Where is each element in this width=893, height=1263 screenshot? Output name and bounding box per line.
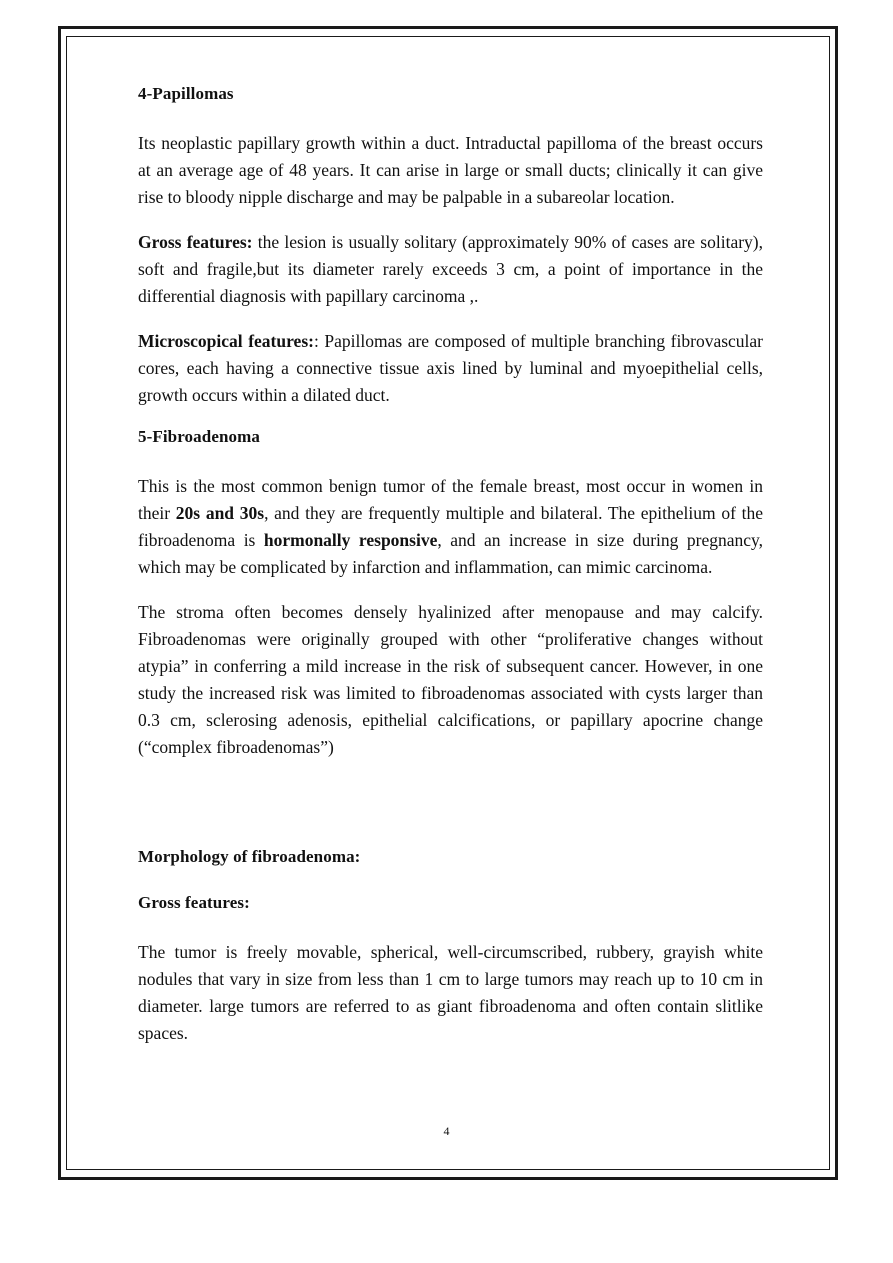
papillomas-heading: 4-Papillomas [138, 84, 234, 103]
papillomas-micro-paragraph [138, 328, 763, 409]
page-number: 4 [443, 1124, 450, 1138]
fibroadenoma-p1-bold-age: 20s and 30s [175, 503, 265, 523]
page-content [138, 84, 763, 1065]
morphology-heading: Morphology of fibroadenoma: [138, 847, 361, 866]
papillomas-gross-paragraph [138, 229, 763, 310]
fibroadenoma-paragraph-1 [138, 473, 763, 581]
fibroadenoma-p1-text-b: , and they are frequently multiple and bilateral. The epithelium of the fibroadenoma is [138, 503, 763, 550]
fibroadenoma-p1-bold-hormonal: hormonally responsive [263, 530, 438, 550]
fibroadenoma-paragraph-2: The stroma often becomes densely hyalinized after menopause and may calcify. Fibroadenomas were originally grouped with other “proliferative changes without atypia” in conferring a mild increase in the risk of subsequent cancer. However, in one study the increased risk was limited to fibroadenomas associated with cysts larger than 0.3 cm, sclerosing adenosis, epithelial calcifications, or papillary apocrine change (“complex fibroadenomas”) [138, 602, 763, 757]
papillomas-micro-label: Microscopical features: [138, 331, 314, 351]
section-gap [138, 779, 763, 847]
papillomas-gross-text: the lesion is usually solitary (approximately 90% of cases are solitary), soft and fragile,but its diameter rarely exceeds 3 cm, a point of importance in the differential diagnosis with papillary carcinoma ,. [138, 232, 764, 306]
fibroadenoma-p1-text-a: This is the most common benign tumor of the female breast, most occur in women in their [138, 476, 763, 523]
morphology-gross-text: The tumor is freely movable, spherical, well-circumscribed, rubbery, grayish white nodules that vary in size from less than 1 cm to large tumors may reach up to 10 cm in diameter. large tumors are referred to as giant fibroadenoma and often contain slitlike spaces. [138, 942, 763, 1043]
fibroadenoma-p1-text-c: , and an increase in size during pregnancy, which may be complicated by infarction and inflammation, can mimic carcinoma. [138, 530, 764, 577]
morphology-gross-heading: Gross features: [138, 893, 250, 912]
papillomas-gross-label: Gross features: [138, 232, 253, 252]
papillomas-micro-text: : Papillomas are composed of multiple branching fibrovascular cores, each having a connective tissue axis lined by luminal and myoepithelial cells, growth occurs within a dilated duct. [138, 331, 763, 405]
fibroadenoma-heading: 5-Fibroadenoma [138, 427, 260, 446]
papillomas-intro: Its neoplastic papillary growth within a duct. Intraductal papilloma of the breast occurs at an average age of 48 years. It can arise in large or small ducts; clinically it can give rise to bloody nipple discharge and may be palpable in a subareolar location. [138, 133, 763, 207]
